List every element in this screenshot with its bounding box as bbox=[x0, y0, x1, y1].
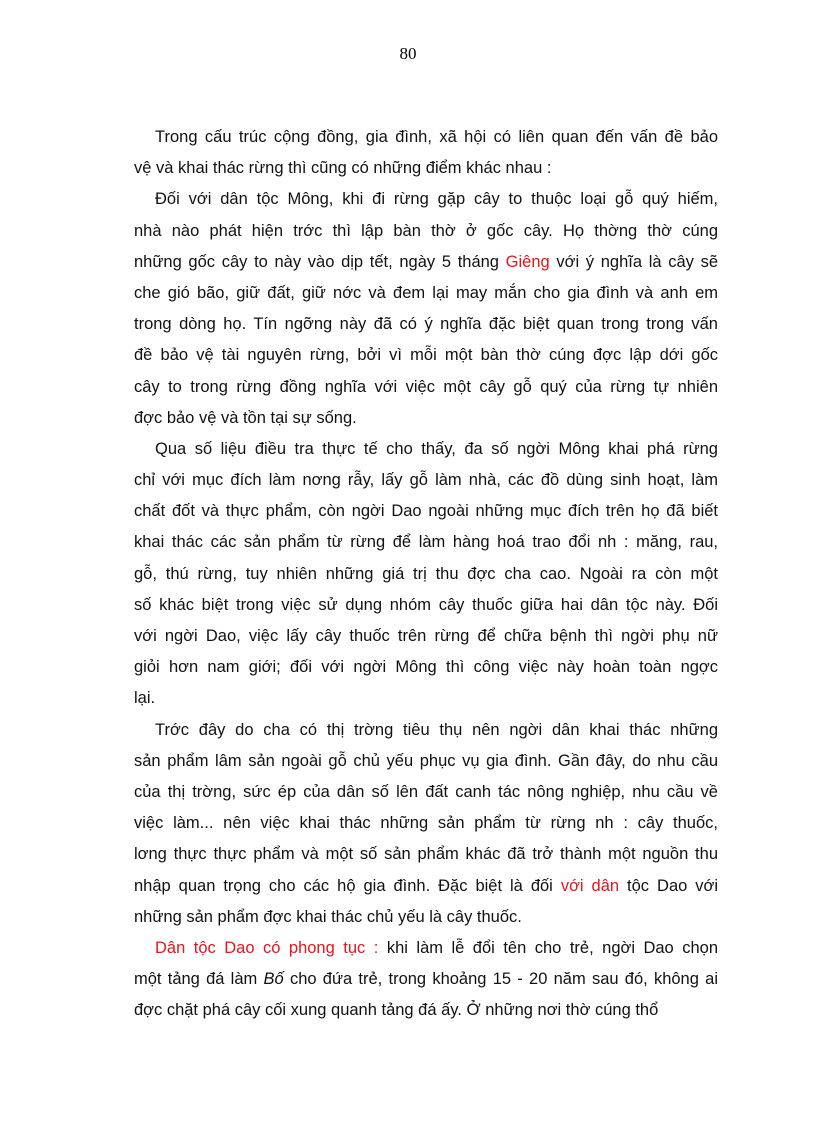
text-run: che gió bão, giữ đất, giữ nớc và đem lại may mắn cho gia đình và anh em bbox=[134, 283, 718, 302]
text-run: khi làm lễ đổi tên cho trẻ, ngời Dao chọn bbox=[378, 938, 718, 957]
text-line bbox=[134, 871, 718, 902]
text-line bbox=[134, 839, 718, 870]
text-line bbox=[134, 527, 718, 558]
text-run: lại. bbox=[134, 689, 156, 708]
text-run: những sản phẩm đợc khai thác chủ yếu là cây thuốc. bbox=[134, 907, 522, 926]
text-run: vệ và khai thác rừng thì cũng có những điểm khác nhau : bbox=[134, 159, 552, 178]
text-line bbox=[134, 372, 718, 403]
text-run: những gốc cây to này vào dịp tết, ngày 5 tháng bbox=[134, 252, 506, 271]
text-line bbox=[134, 184, 718, 215]
highlighted-text: với dân bbox=[560, 876, 620, 895]
text-run: gỗ, thú rừng, tuy nhiên những giá trị thu đợc cha cao. Ngoài ra còn một bbox=[134, 564, 718, 583]
text-line bbox=[134, 590, 718, 621]
text-run: của thị trờng, sức ép của dân số lên đất canh tác nông nghiệp, nhu cầu về bbox=[134, 782, 718, 801]
text-run: nhập quan trọng cho các hộ gia đình. Đặc biệt là đối bbox=[134, 876, 561, 895]
text-run: một tảng đá làm bbox=[134, 970, 264, 989]
text-run: lơng thực thực phẩm và một số sản phẩm khác đã trở thành một nguồn thu bbox=[134, 845, 718, 864]
text-run: giỏi hơn nam giới; đối với ngời Mông thì công việc này hoàn toàn ngợc bbox=[134, 658, 718, 677]
text-run: chỉ với mục đích làm nơng rẫy, lấy gỗ làm nhà, các đồ dùng sinh hoạt, làm bbox=[134, 471, 718, 490]
paragraph bbox=[134, 184, 718, 434]
paragraph bbox=[134, 715, 718, 933]
text-line bbox=[134, 247, 718, 278]
text-line bbox=[134, 777, 718, 808]
text-run: Trong cấu trúc cộng đồng, gia đình, xã hội có liên quan đến vấn đề bảo bbox=[155, 128, 718, 146]
text-run: tộc Dao với bbox=[619, 876, 719, 895]
paragraph bbox=[134, 933, 718, 1027]
text-line bbox=[134, 559, 718, 590]
text-line bbox=[134, 715, 718, 746]
text-run: đề bảo vệ tài nguyên rừng, bởi vì mỗi một bàn thờ cúng đợc lập dới gốc bbox=[134, 346, 718, 365]
text-line bbox=[134, 496, 718, 527]
text-run: Qua số liệu điều tra thực tế cho thấy, đa số ngời Mông khai phá rừng bbox=[155, 439, 718, 458]
page-number: 80 bbox=[399, 44, 417, 63]
text-run: Trớc đây do cha có thị trờng tiêu thụ nên ngời dân khai thác những bbox=[155, 720, 718, 739]
text-run: cho đứa trẻ, trong khoảng 15 - 20 năm sau đó, không ai bbox=[283, 970, 718, 989]
text-line bbox=[134, 683, 718, 714]
text-line bbox=[134, 278, 718, 309]
text-line bbox=[134, 995, 718, 1026]
text-line bbox=[134, 465, 718, 496]
paragraph bbox=[134, 434, 718, 715]
text-run: sản phẩm lâm sản ngoài gỗ chủ yếu phục vụ gia đình. Gần đây, do nhu cầu bbox=[134, 751, 718, 770]
text-line bbox=[134, 216, 718, 247]
text-line bbox=[134, 621, 718, 652]
text-run: với ngời Dao, việc lấy cây thuốc trên rừng để chữa bệnh thì ngời phụ nữ bbox=[134, 627, 718, 645]
paragraph bbox=[134, 122, 718, 184]
document-body bbox=[134, 122, 718, 1026]
text-line bbox=[134, 340, 718, 371]
text-line bbox=[134, 434, 718, 465]
text-line bbox=[134, 808, 718, 839]
text-line bbox=[134, 964, 718, 995]
text-run: khai thác các sản phẩm từ rừng để làm hàng hoá trao đổi nh : măng, rau, bbox=[134, 533, 718, 552]
text-line bbox=[134, 122, 718, 153]
highlighted-text: Dân tộc Dao có phong tục : bbox=[155, 938, 379, 957]
text-line bbox=[134, 746, 718, 777]
text-line bbox=[134, 153, 718, 184]
text-run: Đối với dân tộc Mông, khi đi rừng gặp cây to thuộc loại gỗ quý hiếm, bbox=[155, 190, 718, 209]
text-line bbox=[134, 403, 718, 434]
text-line bbox=[134, 902, 718, 933]
text-run: với ý nghĩa là cây sẽ bbox=[549, 252, 718, 271]
text-run: trong dòng họ. Tín ngỡng này đã có ý nghĩa đặc biệt quan trong trong vấn bbox=[134, 315, 718, 334]
text-run: số khác biệt trong việc sử dụng nhóm cây thuốc giữa hai dân tộc này. Đối bbox=[134, 595, 718, 614]
text-line bbox=[134, 652, 718, 683]
text-line bbox=[134, 933, 718, 964]
text-run: đợc chặt phá cây cối xung quanh tảng đá ấy. Ở những nơi thờ cúng thổ bbox=[134, 1001, 659, 1020]
text-run: chất đốt và thực phẩm, còn ngời Dao ngoài những mục đích trên họ đã biết bbox=[134, 502, 718, 521]
text-line bbox=[134, 309, 718, 340]
text-run: đợc bảo vệ và tồn tại sự sống. bbox=[134, 408, 357, 427]
text-run: cây to trong rừng đồng nghĩa với việc một cây gỗ quý của rừng tự nhiên bbox=[134, 377, 718, 396]
highlighted-text: Giêng bbox=[505, 252, 550, 271]
italic-text: Bố bbox=[263, 970, 284, 989]
text-run: việc làm... nên việc khai thác những sản phẩm từ rừng nh : cây thuốc, bbox=[134, 814, 718, 833]
text-run: nhà nào phát hiện trớc thì lập bàn thờ ở gốc cây. Họ thờng thờ cúng bbox=[134, 221, 718, 240]
